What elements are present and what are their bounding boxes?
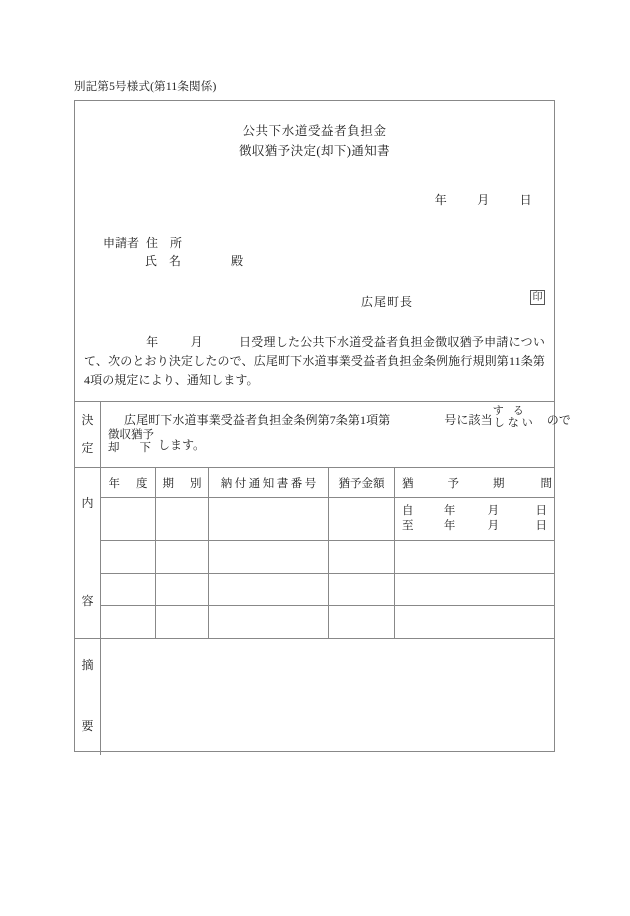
- cell-amount[interactable]: [329, 574, 395, 606]
- cell-notice-number[interactable]: [209, 574, 329, 606]
- column-header-fiscal-year-a: 年: [108, 478, 120, 490]
- column-header-period-a: 猶: [402, 478, 414, 490]
- cell-term[interactable]: [156, 541, 209, 573]
- cell-amount[interactable]: [329, 498, 395, 540]
- cell-term[interactable]: [156, 606, 209, 638]
- period-to-day: 日: [535, 519, 547, 532]
- issue-date-year: 年: [434, 193, 448, 207]
- cell-notice-number[interactable]: [209, 606, 329, 638]
- document-title-line1: 公共下水道受益者負担金: [242, 124, 387, 138]
- decision-conjunction: ので: [546, 413, 571, 427]
- body-date-month: 月: [190, 335, 203, 349]
- decision-alt-negative[interactable]: しない: [493, 417, 536, 429]
- cell-fiscal-year[interactable]: [101, 606, 156, 638]
- body-text-part3: により、通知します。: [138, 373, 259, 387]
- document-title: [75, 121, 554, 161]
- period-from-day: 日: [535, 504, 547, 517]
- decision-action-reject[interactable]: [108, 439, 151, 455]
- remarks-input-area[interactable]: [101, 639, 554, 755]
- content-label-char2: 容: [81, 594, 94, 608]
- issue-date-line: [405, 191, 532, 208]
- body-text-part2: のとおり決定したので、広尾町下水道事業受益者負担金条例施行規則第11条第4項の規定: [84, 354, 546, 387]
- table-row: [101, 574, 554, 607]
- cell-period[interactable]: [395, 606, 554, 638]
- issuer-name: 広尾町長: [361, 295, 414, 309]
- period-from-row: [402, 504, 547, 519]
- cell-amount[interactable]: [329, 606, 395, 638]
- remarks-label-column: [75, 639, 101, 755]
- decision-clause-suffix: 号に該当: [444, 413, 493, 427]
- content-section: [75, 467, 554, 638]
- decision-action-verb: します。: [158, 438, 206, 452]
- period-from-marker: 自: [402, 504, 414, 517]
- column-header-notice-number: [209, 468, 329, 497]
- cell-term[interactable]: [156, 498, 209, 540]
- cell-period[interactable]: [395, 574, 554, 606]
- form-frame: [74, 100, 571, 752]
- column-header-notice-number-label: 納付通知書番号: [220, 478, 319, 490]
- cell-term[interactable]: [156, 574, 209, 606]
- decision-section: [75, 401, 571, 467]
- decision-clause-text: 広尾町下水道事業受益者負担金条例第7条第1項第: [124, 413, 391, 427]
- decision-clause-line: [124, 405, 571, 429]
- body-text-part1: 日受理した公共下水道受益者負担金徴収猶予申請について、次: [84, 335, 545, 368]
- applicant-address-row: [103, 234, 243, 252]
- form-code: 別記第5号様式(第11条関係): [74, 81, 217, 93]
- period-from-month: 月: [487, 504, 500, 517]
- period-to-year: 年: [443, 519, 456, 532]
- applicant-honorific: 殿: [231, 254, 244, 268]
- seal-stamp-icon: 印: [530, 290, 545, 305]
- decision-alt-affirmative[interactable]: する: [492, 405, 533, 417]
- cell-fiscal-year[interactable]: [101, 574, 156, 606]
- form-header-area: [75, 101, 554, 401]
- cell-notice-number[interactable]: [209, 498, 329, 540]
- decision-action-reject-char2[interactable]: 下: [139, 442, 151, 454]
- cell-fiscal-year[interactable]: [101, 498, 156, 540]
- cell-period[interactable]: [395, 498, 554, 540]
- decision-action-reject-char1[interactable]: 却: [108, 442, 120, 454]
- cell-notice-number[interactable]: [209, 541, 329, 573]
- column-header-term-b: 別: [190, 478, 202, 490]
- issue-date-month: 月: [477, 193, 490, 207]
- period-to-month: 月: [487, 519, 500, 532]
- notification-body-text: [84, 333, 545, 390]
- column-header-period-d: 間: [540, 478, 552, 490]
- decision-action-toggle[interactable]: [108, 429, 158, 454]
- table-header-row: [101, 468, 554, 498]
- decision-alternative-toggle[interactable]: [492, 405, 547, 429]
- column-header-amount: [329, 468, 395, 497]
- column-header-fiscal-year-b: 度: [136, 478, 148, 490]
- decision-action-line: [108, 429, 206, 454]
- column-header-period-b: 予: [447, 478, 459, 490]
- cell-amount[interactable]: [329, 541, 395, 573]
- applicant-address-label: 住 所: [146, 236, 183, 250]
- cell-fiscal-year[interactable]: [101, 541, 156, 573]
- issue-date-day: 日: [519, 193, 532, 207]
- decision-body: [101, 402, 571, 467]
- table-row: [101, 606, 554, 638]
- column-header-term: [156, 468, 209, 497]
- column-header-period: [395, 468, 554, 497]
- applicant-label: 申請者: [103, 236, 140, 250]
- content-table: [101, 468, 554, 638]
- column-header-amount-label: 猶予金額: [338, 478, 385, 490]
- content-label-column: [75, 468, 101, 638]
- period-to-row: [402, 519, 547, 534]
- column-header-fiscal-year: [101, 468, 156, 497]
- column-header-term-a: 期: [162, 478, 174, 490]
- cell-period[interactable]: [395, 541, 554, 573]
- decision-action-grant[interactable]: 徴収猶予: [108, 429, 154, 441]
- applicant-block: [103, 234, 243, 270]
- document-title-line2: 徴収猶予決定(却下)通知書: [238, 144, 391, 158]
- applicant-name-row: [103, 252, 243, 270]
- remarks-section: [75, 638, 554, 755]
- decision-label-column: [75, 402, 101, 467]
- table-row: [101, 498, 554, 541]
- decision-label-char2: 定: [81, 441, 94, 455]
- period-to-marker: 至: [402, 519, 414, 532]
- content-label-char1: 内: [81, 496, 94, 510]
- decision-label-char1: 決: [81, 413, 94, 427]
- period-from-year: 年: [443, 504, 456, 517]
- column-header-period-c: 期: [493, 478, 505, 490]
- remarks-label-char2: 要: [81, 719, 94, 733]
- table-row: [101, 541, 554, 574]
- applicant-name-label: 氏 名: [145, 254, 182, 268]
- period-date-fields: [402, 504, 547, 534]
- remarks-label-char1: 摘: [81, 658, 94, 672]
- body-date-year: 年: [146, 335, 159, 349]
